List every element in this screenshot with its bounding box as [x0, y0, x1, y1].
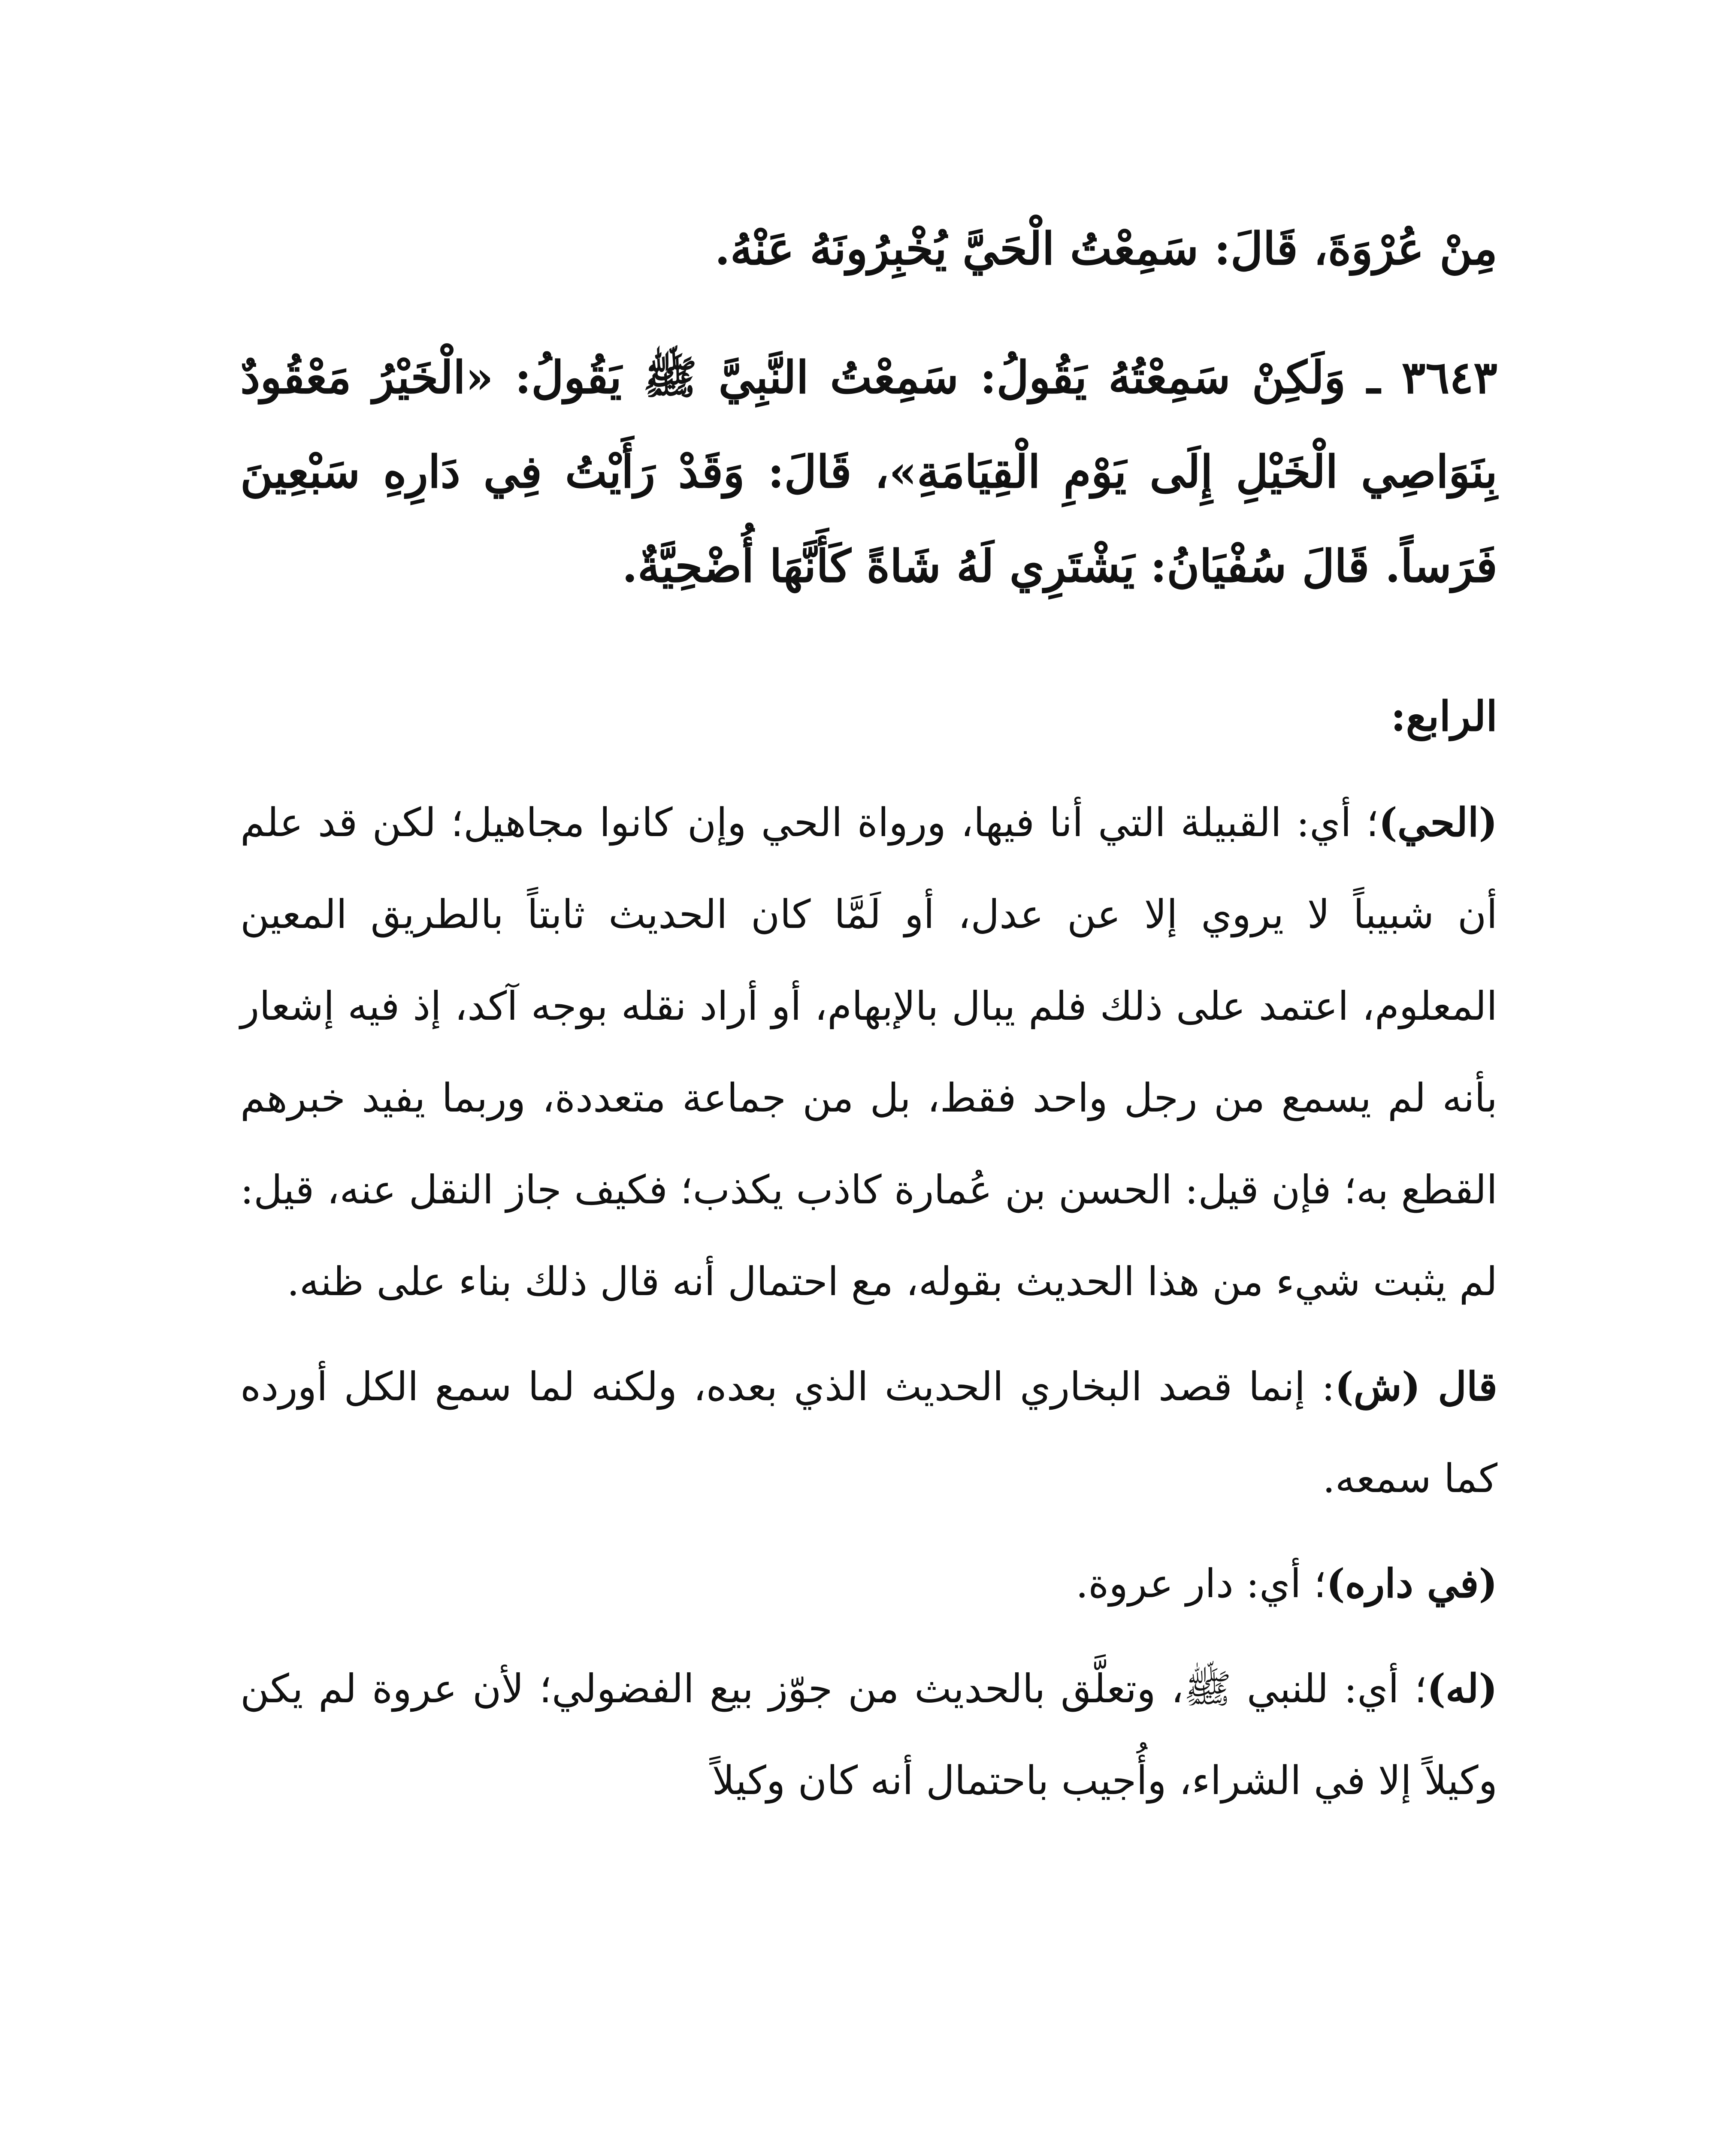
- paragraph-lead: (الحي): [1379, 799, 1497, 846]
- commentary-paragraph-2: [240, 1341, 1497, 1525]
- paragraph-text: ؛ أي: دار عروة.: [1076, 1561, 1327, 1607]
- hadith-3643: ٣٦٤٣ ـ وَلَكِنْ سَمِعْتُهُ يَقُولُ: سَمِعْتُ النَّبِيَّ ﷺ يَقُولُ: «الْخَيْرُ مَعْقُودٌ بِنَوَاصِي الْخَيْلِ إِلَى يَوْمِ الْقِيَامَةِ»، قَالَ: وَقَدْ رَأَيْتُ فِي دَارِهِ سَبْعِينَ فَرَساً. قَالَ سُفْيَانُ: يَشْتَرِي لَهُ شَاةً كَأَنَّهَا أُضْحِيَّةٌ.: [240, 351, 1497, 592]
- paragraph-text: : إنما قصد البخاري الحديث الذي بعده، ولكنه لما سمع الكل أورده كما سمعه.: [240, 1364, 1497, 1502]
- commentary-paragraph-4: [240, 1643, 1497, 1827]
- commentary-paragraph-3: [240, 1538, 1497, 1630]
- paragraph-lead: (في داره): [1326, 1560, 1497, 1607]
- section-heading-fourth: الرابع:: [1391, 692, 1497, 740]
- paragraph-lead: قال (ش): [1335, 1363, 1497, 1410]
- commentary-paragraph-1: [240, 776, 1497, 1328]
- paragraph-text: ؛ أي: القبيلة التي أنا فيها، ورواة الحي وإن كانوا مجاهيل؛ لكن قد علم أن شبيباً لا يروي إلا عن عدل، أو لَمَّا كان الحديث ثابتاً بالطريق المعين المعلوم، اعتمد على ذلك فلم يبال بالإبهام، أو أراد نقله بوجه آكد، إذ فيه إشعار بأنه لم يسمع من رجل واحد فقط، بل من جماعة متعددة، وربما يفيد خبرهم القطع به؛ فإن قيل: الحسن بن عُمارة كاذب يكذب؛ فكيف جاز النقل عنه، قيل: لم يثبت شيء من هذا الحديث بقوله، مع احتمال أنه قال ذلك بناء على ظنه.: [240, 800, 1497, 1305]
- paragraph-text: ؛ أي: للنبي ﷺ، وتعلَّق بالحديث من جوّز بيع الفضولي؛ لأن عروة لم يكن وكيلاً إلا في الشراء، وأُجيب باحتمال أنه كان وكيلاً: [240, 1666, 1497, 1804]
- paragraph-lead: (له): [1427, 1665, 1497, 1712]
- book-page: [240, 202, 1497, 2145]
- hadith-continuation: مِنْ عُرْوَةَ، قَالَ: سَمِعْتُ الْحَيَّ يُخْبِرُونَهُ عَنْهُ.: [714, 222, 1497, 275]
